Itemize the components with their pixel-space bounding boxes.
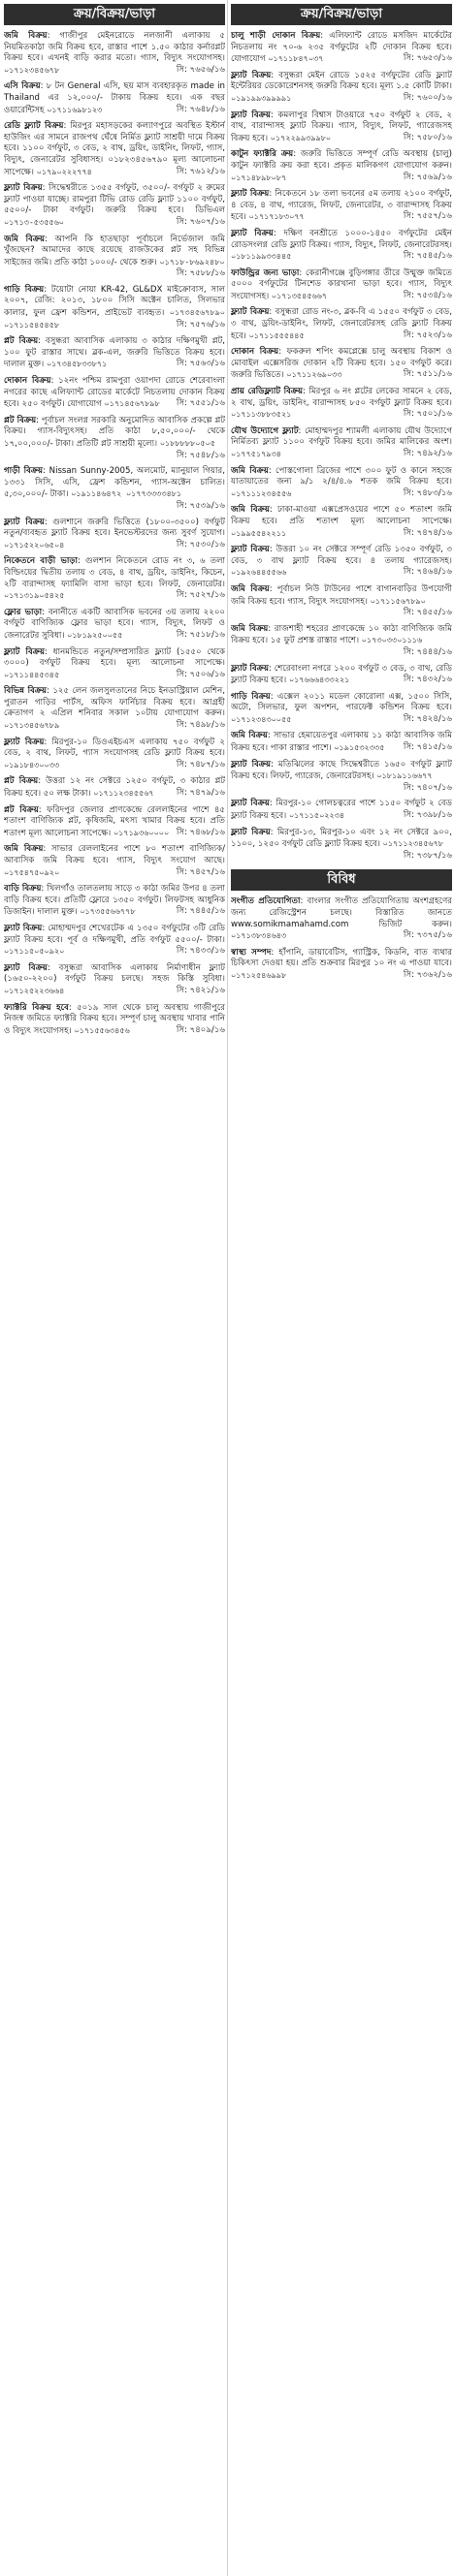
right-ads-list [231,31,452,862]
ad-code: সি: ৭৪৩২/১৬ [403,675,452,685]
ad-phone: ০১৯৯৫৫৪২২১১ [231,528,287,538]
ad-title: যৌথ উদ্যোগে ফ্ল্যাট [231,425,299,436]
classified-ad [4,31,225,77]
ad-code: সি: ৭৫৭৬/১৬ [176,319,225,330]
ad-body: : মতিঝিলের কাছে সিদ্ধেশ্বরীতে ১৬৫০ বর্গফুট ফ্ল্যাট বিক্রয় হবে। লিফট, গ্যারেজ, জেনারেটরসহ। [231,759,452,782]
ad-phone: ০১৭১৫৫৬৩৪৫৬ [74,1025,130,1035]
ad-code: সি: ৭৪৪৫/১৬ [176,906,225,917]
ad-body: : সাভার হেমায়েতপুর এলাকায় ১১ কাঠা আবাসিক জমি বিক্রয় হবে। পাকা রাস্তার পাশে। [231,731,452,754]
ad-phone: ০১৭১২৫২২৩৬৬৪ [4,986,65,995]
ad-title: ফ্ল্যাট বিক্রয় [231,70,272,80]
classified-ad [4,738,225,772]
ad-phone: ০১৭৭৫১৭৯৩৪ [231,450,281,458]
ad-phone: ০১৭১৩৮৩৪৬৪৩ [231,931,287,941]
ad-title: জমি বিক্রয় [231,505,270,516]
ad-code: সি: ৭৪২৪/১৬ [403,713,452,724]
ad-body: : খিলগাঁও তালতলায় সাড়ে ৩ কাঠা জমির উপর ৪ তলা বাড়ি বিক্রয় হবে। প্রতিটি ফ্লোরে ১৩৫০ বর্গফুট। লিফটসহ আধুনিক ডিজাইন। দালাল মুক্ত। [4,884,225,918]
ad-code: সি: ৭৪৭৯/১৬ [176,788,225,799]
ad-code: সি: ৭৪৯২/১৬ [403,449,452,458]
misc-ads-list [231,896,452,982]
ad-code: সি: ৭৬৫৬/১৬ [176,64,225,75]
ad-title: ফ্ল্যাট বিক্রয় [4,646,46,657]
ad-body: : কেরানীগঞ্জে বুড়িগঙ্গার তীরে উন্মুক্ত জমিতে ৫০০০ বর্গফুটের টিনশেড কারখানা ভাড়া হবে। গ্যাস, বিদ্যুৎ সংযোগসহ। [231,267,452,301]
ad-code: সি: ৭৪৯৮/১৬ [176,720,225,731]
ad-phone: ০১৭১৮-৮৬৯২৪৮০ [159,257,225,267]
ad-code: সি: ৭৫৮৮/১৬ [176,268,225,279]
classified-ad [4,285,225,331]
ad-title: ফ্ল্যাট বিক্রয় [231,545,270,555]
ad-body: : মিরপুর-১০ ডিওএইচএস এলাকায় ৭৫০ বর্গফুট ২ বেড, ২ বাথ, লিফট, গ্যাস সংযোগসহ রেডি ফ্ল্যাট বিক্রয় হবে। [4,737,225,759]
ad-code: সি: ৭৫০৬/১৬ [176,669,225,679]
ad-phone: ০১৭১১৩৮৮৩৫২১ [231,410,292,420]
ad-phone: ০১৭৩০৩৩০১১১৬ [361,636,423,645]
left-section-header: ক্রয়/বিক্রয়/ভাড়া [4,4,225,25]
ad-phone: ০১৭১১২৩৪৫৬৭৮ [382,839,443,849]
ad-body: : পোস্তগোলা ব্রিজের পাশে ৩০০ ফুট ও কানে সহজে যাতায়াতের জন্য ৯/১ ২/৪/৪.৬ শতক জমি বিক্রয় হবে। [231,465,452,487]
classified-ad [231,71,452,106]
ad-code: সি: ৭৫৫৭/১৬ [403,211,452,222]
ad-title: বাড়ি বিক্রয় [4,884,42,895]
ad-title: ফ্ল্যাট বিক্রয় [231,189,270,200]
ad-phone: ০১৭৩৪৫৮৩৩৮৭১ [46,360,108,369]
ad-phone: ০১৭১১২৬৯০৩৩ [286,370,342,380]
ad-body: : ফরিদপুর জেলার প্রাণকেন্দ্রে রেললাইনের পাশে ৪৫ শতাংশ বাণিজ্যিক প্লট, কৃষিজমি, মৎস্য খামার বিক্রয় হবে। প্রতি শতাংশ মূল্য আলোচনা সাপেক্ষে। [4,804,225,838]
ad-title: সংগীত প্রতিযোগিতা [231,896,301,907]
ad-code: সি: ৭৩৮৭/১৬ [403,850,452,861]
ad-body: : ঢাকা-মাওয়া এক্সপ্রেসওয়ের পাশে ৫০ শতাংশ জমি বিক্রয় হবে। প্রতি শতাংশ মূল্য আলোচনা সাপেক্ষে। [231,505,452,526]
ad-phone: ০১৭১১১২৩৪৫৫৬ [231,488,292,498]
ad-body: : দক্ষিণ বনশ্রীতে ১০০০-১৪৫০ বর্গফুটের মেইন রোডসংলগ্ন রেডি ফ্ল্যাট বিক্রয়। গ্যাস, বিদ্যুৎ, লিফট, জেনারেটরসহ। [231,228,452,250]
classified-ad [231,731,452,754]
classified-ad [4,121,225,178]
ad-title: এসি বিক্রয় [4,81,41,92]
ad-phone: ০১৮১৯২৫০০৫৫ [67,630,123,640]
ad-title: গাড়ী বিক্রয় [4,466,44,477]
ad-title: জমি বিক্রয় [4,844,44,855]
ad-code: সি: ৭৬৫৩/১৬ [403,53,452,64]
ad-body: : বসুন্ধরা মেইন রোডে ১৫২৫ বর্গফুটের রেডি ফ্ল্যাট ইন্টেরিয়র ডেকোরেশনসহ জরুরি বিক্রয় হবে। মূল্য ১.৫ কোটি টাকা। [231,70,452,92]
classified-ad [231,692,452,727]
ad-code: সি: ৭৫৬৩/১৬ [176,359,225,369]
ad-body: : মোহাম্মদপুর শ্যামলী এলাকায় যৌথ উদ্যোগে নির্মিতব্য ফ্ল্যাট ১১০০ বর্গফুট বিক্রয় হবে। জমির মালিকের অংশ। [231,425,452,448]
classified-ad [231,545,452,580]
ad-phone: ০১৯১৯৯৩৯৯৯৯১ [231,93,292,103]
ad-phone: ০১৭১৫২২০৬৫০৪ [4,540,65,550]
ad-title: ফ্ল্যাট বিক্রয় [4,962,48,973]
ad-code: সি: ৭৫৩৪/১৬ [403,290,452,300]
ad-code: সি: ৭৪৩৩/১৬ [176,946,225,957]
ad-title: জমি বিক্রয় [231,583,270,594]
ad-title: জমি বিক্রয় [4,31,48,41]
ad-title: প্লট বিক্রয় [4,415,37,425]
classified-ad [4,963,225,998]
ad-phone: ০১৮১১৯৯৩৩৪৪৫ [231,252,292,262]
ad-code: সি: ৭৫৪৮/১৬ [176,450,225,460]
ad-phone: ০১৭১৭১৮৩০৭৭ [248,212,305,222]
ad-phone: ০১৭১৪৫৬৭৮৯৮ [104,399,160,409]
ad-phone: ০১৭১১৫৫৫৪৪৫ [248,330,305,340]
ad-phone: ০১৯১৮৪৩০০৩৩ [4,760,60,770]
ad-phone: ০১৮১৯১১৬৬৭৭ [376,771,433,781]
ad-phone: ০১৭৬৬৬৪৩৩২২১ [288,675,350,685]
ad-title: জমি বিক্রয় [231,465,269,476]
ad-body: : মোহাম্মদপুর শেখেরটেক এ ১৩৫০ বর্গফুটের ৩টি রেডি ফ্ল্যাট বিক্রয় হবে। পূর্ব ও দক্ষিণমুখী, প্রতি বর্গফুট ৫৫০০/- টাকা। [4,923,225,945]
classified-ad [4,466,225,512]
classified-ad [4,556,225,602]
classified-ad [231,110,452,145]
ad-body: : উত্তরা ১২ নং সেক্টরে ১২৫০ বর্গফুট, ৩ কাঠার প্লট বিক্রয় হবে। ৫০ লক্ষ টাকা। [4,776,225,800]
ad-title: ফ্ল্যাট বিক্রয় [231,307,270,318]
ad-body: : বসুন্ধরা আবাসিক এলাকায় নির্মাণাধীন ফ্ল্যাট (১৬৫০-২২০০) বর্গফুট বিক্রয় চলছে। সহজ কিস্তি সুবিধা। [4,962,225,985]
ad-code: সি: ৭৩৯৮/১৬ [403,810,452,821]
ad-title: রেডি ফ্ল্যাট বিক্রয় [4,121,64,132]
ad-body: : বাংলার সংগীত প্রতিযোগিতায় অংশগ্রহণের জন্য রেজিস্ট্রেশন চলছে। বিস্তারিত জানতে www.somikmamahamd.com ভিজিট করুন। [231,896,452,929]
ad-body: : গুলশান নিকেতনে রোড নং ৩, ৬ তলা বিল্ডিংয়ের দ্বিতীয় তলায় ৩ বেড, ৪ বাথ, ড্রয়িং, ডাইনিং, কিচেন, ২টি বারান্দাসহ ফ্যামিলি বাসা ভাড়া হবে। লিফট, জেনারেটর। [4,556,225,589]
ad-phone: ০১৮৮৮৮৮০৫০৫ [159,439,215,448]
ad-title: ফ্ল্যাট বিক্রয় [231,759,272,770]
classified-ad [4,844,225,879]
ad-body: : ১২নং পশ্চিম রামপুরা ওয়াপদা রোডে শেরেবাংলা নগরের কাছে এলিফ্যান্ট রোডের মার্কেটে নিচতলায় দোকান বিক্রয় হবে। ২৫০ বর্গফুট। যোগাযোগ [4,376,225,410]
ad-phone: ০১৭১৯৩৬০০০০ [113,828,170,837]
ad-code: সি: ৭৪৮৭/১৬ [176,759,225,770]
ad-code: সি: ৭৫৩০/১৬ [176,539,225,550]
ad-body: : রাজশাহী শহরের প্রাণকেন্দ্রে ১০ কাঠা বাণিজ্যিক জমি বিক্রয় হবে। ১৫ ফুট প্রশস্ত রাস্তার পাশে। [231,623,452,646]
ad-title: জমি বিক্রয় [4,234,46,244]
classified-ad [4,805,225,840]
ad-code: সি: ৭৬১২/১৬ [176,166,225,176]
ad-phone: ০১৭১১৫০৫০৯২০ [4,947,65,957]
ad-phone: ০১৭১৩১৯০৫৪২৫ [4,591,65,601]
ad-title: স্বাস্থ্য সম্পদ [231,947,272,958]
ad-code: সি: ৭৫৩৯/১৬ [176,500,225,511]
classified-ad [4,776,225,800]
classified-ad [231,426,452,461]
ad-phone: ০১৭১৩৪৫৬৭৮৯ [4,721,60,731]
ad-title: কাটুন ফ্যাক্টরি ক্রয় [231,149,294,160]
ad-body: : ১২৫ লেন জলসুলতানের নিচে ইনডাস্ট্রিয়াল মেশিন, পুরাতন গাড়ির পার্টস, অফিস ফার্নিচার বিক্রয় হবে। আগ্রহী ক্রেতাগণ ২ এপ্রিল শনিবার সকাল ১০টায় যোগাযোগ করুন। [4,686,225,719]
ad-code: সি: ৭৪৬৮/১৬ [176,827,225,837]
ad-code: সি: ৭৫১৮/১৬ [176,629,225,640]
classified-ad [231,149,452,184]
classified-ad [231,229,452,264]
classified-ad [4,608,225,643]
ad-code: সি: ৭৪৬৪/১৬ [403,567,452,578]
ad-code: সি: ৭৫০১/১৬ [403,409,452,420]
ad-title: গাড়ি বিক্রয় [231,691,271,702]
ad-body: : গাজীপুর মেইনরোডে নলজানী এলাকায় ৫ নিয়মিতকাঠা জমি বিক্রয় হবে, রাস্তার পাশে ১.৫০ কাঠার কর্নারপ্লট বিক্রয় হবে। এখনই বাড়ি করার মতো। গ্যাস, বিদ্যুৎ সংযোগসহ। [4,31,225,64]
ad-code: সি: ৭৪৫৫/১৬ [403,608,452,618]
classified-ad [4,647,225,682]
classified-ad [4,336,225,371]
classified-ad [231,347,452,382]
classified-ad [231,828,452,863]
ad-body: : মিরপুর ৬ নং প্লটের লেকের সামনে ২ বেড, ২ বাথ, ড্রয়িং, ডাইনিং, বারান্দাসহ ৮৫০ বর্গফুট ফ্ল্যাট বিক্রয় হবে। [231,387,452,408]
classified-ad [231,307,452,342]
ad-title: ফ্ল্যাট বিক্রয় [4,517,45,527]
ad-body: : বসুন্ধরা রোড নং-৩, ব্লক-বি এ ১৫৫০ বর্গফুট ৩ বেড, ৩ বাথ, ড্রয়িং-ডাইনিং, লিফট, জেনারেটরসহ রেডি ফ্ল্যাট বিক্রয় হবে। [231,307,452,341]
ad-body: : মিরপুর-১০ গোলচত্বরের পাশে ১১৫০ বর্গফুট ২ বেড ফ্ল্যাট বিক্রয় হবে। [231,799,452,822]
ad-code: সি: ৭৪৮৩/১৬ [403,487,452,498]
ad-code: সি: ৭৪১৫/১৬ [403,742,452,753]
ad-phone: ০১৯১১৪৬৪৭২ ০১৭৭৩৩৩৩৪৮১ [71,489,182,499]
ad-phone: ০১৭১২৩৪৫৬৭৮ [4,65,60,75]
ad-code: সি: ৭৫৫১/১৬ [176,398,225,409]
ad-title: ফ্ল্যাট বিক্রয় [231,799,270,809]
classified-ad [231,624,452,659]
right-section-header: ক্রয়/বিক্রয়/ভাড়া [231,4,452,25]
ad-title: ফ্লোর ভাড়া [4,607,43,617]
ad-phone: ০১৭২২৯৯৩৯৯৮০ [270,133,332,142]
ad-title: ফ্ল্যাট বিক্রয় [231,110,271,120]
ad-phone: ০১৭১১৮৪৭০৩৭ [268,54,324,64]
ad-phone: ০১৭১৩-৫৩৫৫৬০ [4,217,64,227]
ad-phone: ০১৭১২৩৪৩০০৫৫ [231,714,292,724]
ad-body: : শেরেবাংলা নগরে ১২০০ বর্গফুট ৩ বেড, ৩ বাথ, রেডি ফ্ল্যাট বিক্রয় হবে। [231,663,452,686]
ad-title: প্লট বিক্রয় [4,336,39,347]
ad-title: নিকেতনে বাড়ী ভাড়া [4,556,79,567]
ad-code: সি: ৭৬০৭/১৬ [176,216,225,227]
ad-title: ফাউন্ড্রির জন্য ভাড়া [231,267,300,278]
classified-ad [231,31,452,66]
ad-body: : Nissan Sunny-2005, অলমোট, ম্যানুয়াল গিয়ার, ১৩৩১ সিসি, এসি, ফ্রেশ কন্ডিশন, গ্যাস-অক্টেন চালিত। ৫,৩০,০০০/- টাকা। [4,466,225,500]
ad-title: বিভিন্ন বিক্রয় [4,686,48,697]
ad-phone: ০১৭৫৪৭৫০৯২০ [4,867,60,877]
classified-ad [4,183,225,229]
classified-ad [231,664,452,687]
ad-title: ফ্ল্যাট বিক্রয় [231,228,274,238]
ad-code: সি: ৭৫১১/১৬ [403,369,452,380]
classified-ad [4,1003,225,1038]
ad-body: : পূর্বাচল সংলগ্ন সরকারি অনুমোদিত আবাসিক প্রকল্পে প্লট বিক্রয়। গ্যাস-বিদ্যুৎসহ। প্রতি কাঠা ৮,৫০,০০০/- থেকে ১৭,০০,০০০/- টাকা। প্রতিটি প্লট সাশ্রয়ী মূল্যে। [4,415,225,449]
ad-title: ফ্ল্যাট বিক্রয় [4,923,43,933]
ad-title: ফ্ল্যাট বিক্রয় [231,827,271,837]
ad-body: : গুলশানে জরুরি ভিত্তিতে (১৮০০-৩৫০০) বর্গফুট নতুন/ব্যবহৃত ফ্ল্যাট বিক্রয় হবে। ইনভেস্টরদের জন্য সুবর্ণ সুযোগ। [4,517,225,539]
classified-ad [231,584,452,619]
ad-code: সি: ৭৪৪৪/১৬ [403,646,452,657]
right-column [231,0,452,2576]
classified-ad [231,466,452,501]
ad-phone: ০১৭১৩৫৪৫৬৬৭ [271,291,328,300]
ad-title: ফ্ল্যাট বিক্রয় [4,737,45,747]
ad-title: ফ্যাক্টরি বিক্রয় হবে [4,1002,69,1013]
classified-ad [231,896,452,942]
ad-body: : কমলাপুর বিশ্বাস টাওয়ারে ৭৫০ বর্গফুট ২ বেড, ২ বাথ, বারান্দাসহ ফ্ল্যাট বিক্রয়। গ্যাস, বিদ্যুৎ, লিফট, গ্যারেজসহ বিক্রয় হবে। [231,110,452,143]
ad-body: : বনানীতে একটি আবাসিক ভবনের ৩য় তলায় ২২০০ বর্গফুট বাণিজ্যিক ফ্লোর ভাড়া হবে। গ্যাস, বিদ্যুৎ, লিফট ও জেনারেটর সুবিধা। [4,607,225,641]
left-ads-list [4,31,225,1037]
ad-phone: ০১৭১১৬৯৮১২৩ [47,105,103,114]
classified-ad [4,924,225,958]
ad-title: দোকান বিক্রয় [4,376,51,387]
classified-ad [4,235,225,280]
ad-phone: ০১৭১১৪৪৫৩৪৫ [4,670,60,679]
misc-section-header: বিবিধ [231,869,452,891]
ad-body: : জরুরি ভিত্তিতে সম্পূর্ণ রেডি অবস্থায় (চালু) কাটুন ফ্যাক্টরি ক্রয় করা হবে। প্রকৃত মালিকগণ যোগাযোগ করুন। [231,149,452,171]
ad-body: : এক্সেল ২০১১ মডেল কোরোলা এক্স, ১৫০০ সিসি, অটো, সিলভার, ফুল অপশন, পারফেক্ট কন্ডিশন বিক্রয় হবে। [231,691,452,713]
ad-phone: ০১৭৯০২২২৭৭৪ [36,167,92,176]
ad-code: সি: ৭৫২৩/১৬ [403,330,452,340]
ad-code: সি: ৭৪৫৭/১৬ [176,866,225,877]
classified-ad [231,505,452,540]
ad-body: : এলিফ্যান্ট রোডে মসজিদ মার্কেটের নিচতলায় নং ৭০-৬ ২৩৫ বর্গফুটের ২টি দোকান বিক্রয় হবে। যোগাযোগ [231,31,452,65]
ad-body: : বসুন্ধরা আবাসিক এলাকায় ৩ কাঠার দক্ষিণমুখী প্লট, ১০০ ফুট রাস্তার সাথে। ব্লক-এল, জরুরি ভিত্তিতে বিক্রয় হবে। দালাল মুক্ত। [4,336,225,370]
ad-body: : ৮ টন General এসি, ছয় মাস ব্যবহারকৃত made in Thailand এর ১২,০০০/- টাকায় বিক্রয় হবে। এক বছর ওয়ারেন্টিসহ [4,81,225,115]
ad-body: : আপনি কি হাতছাড়া পূর্বাচলে নির্ভেজাল জমি খুঁজছেন? আমাদের কাছে রয়েছে রাজউকের প্লট সহ বিভিন্ন সাইজের জমি। প্রতি কাঠা ১০০০/- থেকে শুরু। [4,234,225,267]
ad-code: সি: ৭৬৪৮/১৬ [176,104,225,114]
ad-phone: ০১৭১১৫০২২৩৪ [288,811,345,821]
ad-code: সি: ৭৫২৭/১৬ [176,590,225,601]
ad-code: সি: ৭৪৭৪/১৬ [403,527,452,538]
ad-body: : নিকেতনে ১৮ তলা ভবনের ৫ম তলায় ২১০০ বর্গফুট, ৪ বেড, ৪ বাথ, গ্যারেজ, লিফট, জেনারেটর, ৩ বারান্দাসহ বিক্রয় হবে। [231,189,452,223]
ad-body: : ধানমন্ডিতে নতুন/সম্প্রসারিত ফ্ল্যাট (১৫৫০ থেকে ৩০০০) বর্গফুট বিক্রয় হবে। মূল্য আলোচনা সাপেক্ষে। [4,646,225,669]
ad-code: সি: ৭৫৬৯/১৬ [403,172,452,182]
ad-phone: ০১৯১৫৩২৩৩৫ [334,743,385,753]
ad-body: : মিরপুর-১৩, মিরপুর-১০ এবং ১২ নং সেক্টরে ৯০০, ১১০০, ১২৫০ বর্গফুট রেডি ফ্ল্যাট বিক্রয় হবে। [231,827,452,850]
classified-ad [231,799,452,822]
classified-ad [4,518,225,552]
classified-ad [231,760,452,795]
ad-phone: ০১৯২৬৪৪৫৫৬৬ [231,568,287,578]
ad-body: : সাভার রেললাইনের পাশে ৮০ শতাংশ বাণিজ্যিক/আবাসিক জমি বিক্রয় হবে। গ্যাস, বিদ্যুৎ সংযোগ আছে। [4,844,225,865]
ad-phone: ০১৭১১৫৬৭৮৯০ [370,596,426,606]
ad-title: জমি বিক্রয় [231,731,268,741]
ad-phone: ০১৭১১২৩৪৫৫৬৭ [93,789,154,799]
classified-ad [4,884,225,919]
classified-ad [231,948,452,983]
ad-title: দোকান বিক্রয় [231,347,279,358]
ad-body: : ফকরুল শপিং কমপ্লেক্সে চালু অবস্থায় বিকাশ ও মোবাইল এক্সেসরিজ দোকান ২টি বিক্রয় হবে। ১৫০ বর্গফুট করে। জরুরি ভিত্তিতে। [231,347,452,381]
ad-body: : ৫০১৯ সাল থেকে চালু অবস্থায় গাজীপুরে নিজস্ব জমিতে ফ্যাক্টরি বিক্রয় হবে। সম্পূর্ণ চালু অবস্থায় খাবার পানি ও বিদ্যুৎ সংযোগসহ। [4,1002,225,1036]
ad-title: প্রায় রেডিফ্ল্যাট বিক্রয় [231,387,304,397]
ad-phone: ০১৭১৪৮৯৮০৮৭ [231,173,287,182]
ad-code: সি: ৭৪০৭/১৬ [403,782,452,793]
column-divider [227,0,228,2576]
classified-ad [4,81,225,116]
ad-code: সি: ৭৩৭৫/১৬ [403,930,452,941]
ad-phone: ০১৭৩৫৫৬৬৭৭৮ [80,907,136,917]
classified-ad [4,686,225,732]
ad-title: জমি বিক্রয় [231,623,269,634]
ad-title: ফ্ল্যাট বিক্রয় [231,663,270,674]
ad-title: চালু শাড়ী দোকান বিক্রয় [231,31,321,41]
ad-title: ফ্ল্যাট বিক্রয় [4,183,43,194]
ad-body: : হাঁপানি, ডায়াবেটিস, গ্যাস্ট্রিক, কিডনি, বাত ব্যথার চিকিৎসা দেওয়া হয়। প্রতি শুক্রবার মিরপুর ১০ নং এ পাওয়া যাবে। [231,947,452,969]
classified-ad [231,387,452,422]
ad-title: প্লট বিক্রয় [4,804,39,815]
classified-ad [4,376,225,411]
ad-phone: ০১৭৩৪৫৬৭৮৯০ ০১৭১১৫৪৫৪৫৮ [4,308,225,330]
ad-code: সি: ৭৫৮০/১৬ [403,132,452,142]
ad-body: : টয়োটা নোয়া KR-42, GL&DX মাইক্রোবাস, সাল ২০০৭, রেজি: ২০১৩, ১৮০০ সিসি অক্টেন চালিত, সিলভার কালার, ফুল ফ্রেশ কন্ডিশন, প্রাইভেট ব্যবহৃত। [4,284,225,319]
ad-code: সি: ৭৪২১/১৬ [176,985,225,995]
ad-phone: ০১৭১২৫৪৬৯৯৮ [231,970,287,980]
classified-ad [4,416,225,461]
ad-code: সি: ৭৩৬২/১৬ [403,969,452,980]
left-column [4,0,225,2576]
ad-body: : মিরপুর মহাসড়কের কল্যাণপুরে অবস্থিত ইস্টার্ন হাউজিং এর সামনে রাজপথ ঘেঁষে নির্মিত ফ্ল্যাট সাশ্রয়ী দামে বিক্রয় হবে। ১১০০ বর্গফুট, ৩ বেড, ২ বাথ, ড্রয়িং, ডাইনিং, লিফট, গ্যাস, বিদ্যুৎ, জেনারেটর সুবিধাসহ। ০১৮২৩৪৫৬৭৯০ মূল্য আলোচনা সাপেক্ষে। [4,121,225,177]
classified-ad [231,189,452,224]
ad-body: : সিদ্ধেশ্বরীতে ১৩৫৫ বর্গফুট, ৩৫০০/- বর্গফুট ২ রুমের ফ্ল্যাট পাওয়া যাচ্ছে। রামপুরা টিভি রোড রেডি ফ্ল্যাট ১১০০ বর্গফুট, ৫৫০০/- টাকা বর্গফুট। জরুরি বিক্রয় হবে। ডিভিএল [4,183,225,216]
ad-code: সি: ৭৪০৯/১৬ [176,1024,225,1035]
ad-title: গাড়ি বিক্রয় [4,284,45,295]
classified-ad [231,268,452,303]
ad-body: : পূর্বাচল নিউ টাউনের পাশে বাগানবাড়ির উপযোগী জমি বিক্রয় হবে। গ্যাস, বিদ্যুৎ সংযোগসহ। [231,583,452,607]
ad-title: প্লট বিক্রয় [4,776,39,787]
ad-body: : উত্তরা ১০ নং সেক্টরে সম্পূর্ণ রেডি ১৩৫০ বর্গফুট, ৩ বেড, ৩ বাথ ফ্ল্যাট বিক্রয় হবে। ৪ তলায় গ্যারেজসহ। [231,545,452,566]
ad-code: সি: ৭৬০০/১৬ [403,92,452,103]
ad-code: সি: ৭৫৪৫/১৬ [403,251,452,262]
